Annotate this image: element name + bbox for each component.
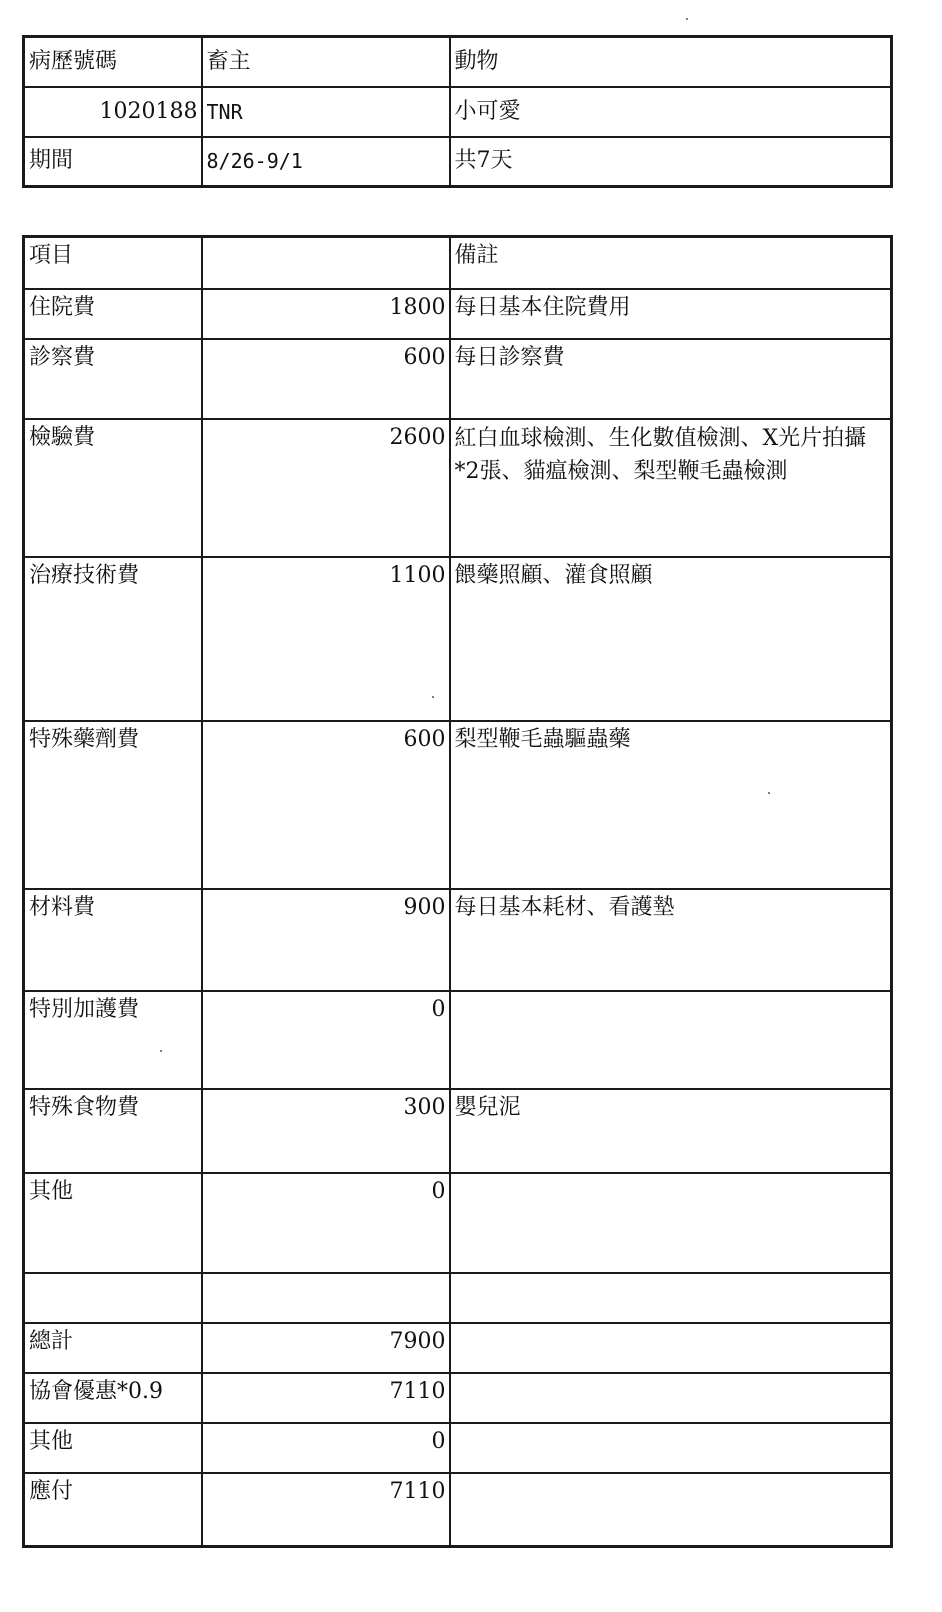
summary-label: 應付 [24,1473,202,1547]
blank-row [24,1273,892,1323]
fee-row [24,1089,892,1173]
summary-label: 總計 [24,1323,202,1373]
item-header: 項目 [24,237,202,289]
scan-speck [686,18,688,20]
fee-amount: 1800 [202,289,450,339]
fee-amount: 900 [202,889,450,991]
fee-item: 特別加護費 [24,991,202,1089]
fee-note: 嬰兒泥 [450,1089,892,1173]
animal-value: 小可愛 [450,87,892,137]
summary-row [24,1423,892,1473]
record-no-value: 1020188 [24,87,202,137]
fee-amount: 600 [202,339,450,419]
fee-item: 診察費 [24,339,202,419]
fee-row [24,889,892,991]
summary-label: 其他 [24,1423,202,1473]
fee-row [24,419,892,557]
summary-amount: 7110 [202,1473,450,1547]
fee-table-header-row [24,237,892,289]
patient-info-header-row [24,37,892,87]
fee-amount: 2600 [202,419,450,557]
fee-item: 檢驗費 [24,419,202,557]
days-value: 共7天 [450,137,892,187]
amount-header [202,237,450,289]
fee-row [24,557,892,721]
fee-item: 材料費 [24,889,202,991]
fee-item: 特殊食物費 [24,1089,202,1173]
scan-speck [432,696,434,698]
period-row [24,137,892,187]
fee-note: 梨型鞭毛蟲驅蟲藥 [450,721,892,889]
summary-label: 協會優惠*0.9 [24,1373,202,1423]
fee-note: 紅白血球檢測、生化數值檢測、X光片拍攝*2張、貓瘟檢測、梨型鞭毛蟲檢測 [450,419,892,557]
fee-note: 每日基本住院費用 [450,289,892,339]
scan-speck [160,1050,162,1052]
fee-item: 治療技術費 [24,557,202,721]
fee-note: 每日基本耗材、看護墊 [450,889,892,991]
fee-row [24,339,892,419]
summary-amount: 7110 [202,1373,450,1423]
fee-row [24,1173,892,1273]
fee-note [450,1173,892,1273]
fee-amount: 0 [202,991,450,1089]
record-no-label: 病歷號碼 [24,37,202,87]
period-label: 期間 [24,137,202,187]
patient-info-table [22,35,893,188]
period-value: 8/26-9/1 [202,137,450,187]
fee-item: 住院費 [24,289,202,339]
animal-label: 動物 [450,37,892,87]
fee-amount: 600 [202,721,450,889]
summary-row [24,1473,892,1547]
fee-item: 特殊藥劑費 [24,721,202,889]
note-header: 備註 [450,237,892,289]
owner-label: 畜主 [202,37,450,87]
summary-amount: 7900 [202,1323,450,1373]
fee-row [24,991,892,1089]
summary-row [24,1323,892,1373]
fee-amount: 1100 [202,557,450,721]
fee-amount: 0 [202,1173,450,1273]
owner-value: TNR [202,87,450,137]
fee-note [450,991,892,1089]
fee-amount: 300 [202,1089,450,1173]
fee-note: 每日診察費 [450,339,892,419]
patient-info-value-row [24,87,892,137]
scan-speck [768,792,770,794]
fee-note: 餵藥照顧、灌食照顧 [450,557,892,721]
fee-item: 其他 [24,1173,202,1273]
summary-row [24,1373,892,1423]
fee-table [22,235,893,1548]
summary-amount: 0 [202,1423,450,1473]
fee-row [24,289,892,339]
fee-row [24,721,892,889]
